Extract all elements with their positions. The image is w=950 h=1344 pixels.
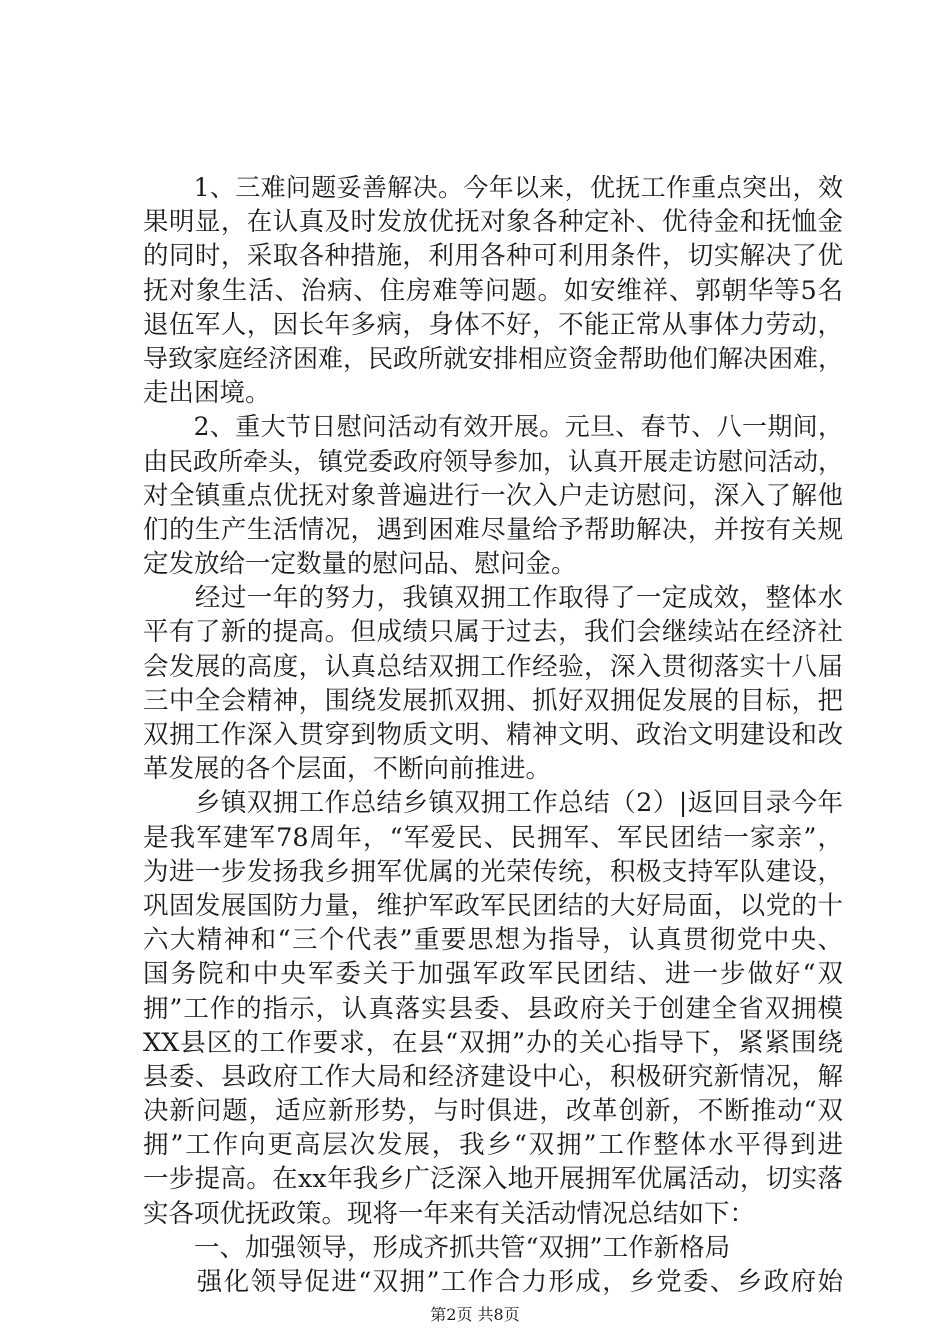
text-line: 定发放给一定数量的慰问品、慰问金。	[143, 549, 577, 580]
text-line: 对全镇重点优抚对象普遍进行一次入户走访慰问，深入了解他	[143, 480, 843, 511]
text-line: 实各项优抚政策。现将一年来有关活动情况总结如下：	[143, 1198, 756, 1229]
text-line: 果明显，在认真及时发放优抚对象各种定补、优待金和抚恤金	[143, 207, 843, 238]
text-line: 革发展的各个层面，不断向前推进。	[143, 754, 552, 785]
text-line: 们的生产生活情况，遇到困难尽量给予帮助解决，并按有关规	[143, 514, 843, 545]
text-line: 退伍军人，因长年多病，身体不好，不能正常从事体力劳动，	[143, 309, 843, 340]
text-line: 为进一步发扬我乡拥军优属的光荣传统，积极支持军队建设，	[143, 856, 843, 887]
text-line: 由民政所牵头，镇党委政府领导参加，认真开展走访慰问活动，	[143, 446, 844, 476]
text-line: 是我军建军78周年，“军爱民、民拥军、军民团结一家亲”，	[143, 822, 843, 853]
text-line: 导致家庭经济困难，民政所就安排相应资金帮助他们解决困难，	[143, 343, 844, 373]
section-heading: 一、加强领导，形成齐抓共管“双拥”工作新格局	[143, 1232, 731, 1263]
text-line: XX县区的工作要求，在县“双拥”办的关心指导下，紧紧围绕	[143, 1027, 843, 1058]
text-line: 县委、县政府工作大局和经济建设中心，积极研究新情况，解	[143, 1061, 843, 1092]
text-line: 拥”工作的指示，认真落实县委、县政府关于创建全省双拥模	[143, 993, 843, 1024]
text-line: 2、重大节日慰问活动有效开展。元旦、春节、八一期间，	[143, 412, 843, 442]
text-line: 双拥工作深入贯穿到物质文明、精神文明、政治文明建设和改	[143, 720, 843, 750]
text-line: 决新问题，适应新形势，与时俱进，改革创新，不断推动“双	[143, 1096, 843, 1127]
text-line: 乡镇双拥工作总结乡镇双拥工作总结（2）|返回目录今年	[143, 788, 843, 819]
text-line: 国务院和中央军委关于加强军政军民团结、进一步做好“双	[143, 959, 843, 990]
text-line: 一步提高。在xx年我乡广泛深入地开展拥军优属活动，切实落	[143, 1164, 843, 1195]
text-line: 强化领导促进“双拥”工作合力形成，乡党委、乡政府始	[143, 1267, 843, 1297]
text-line: 1、三难问题妥善解决。今年以来，优抚工作重点突出，效	[143, 173, 843, 202]
text-line: 经过一年的努力，我镇双拥工作取得了一定成效，整体水	[143, 583, 843, 614]
text-line: 拥”工作向更高层次发展，我乡“双拥”工作整体水平得到进	[143, 1130, 843, 1161]
page-footer	[0, 1302, 950, 1325]
text-line: 的同时，采取各种措施，利用各种可利用条件，切实解决了优	[143, 241, 843, 272]
text-line: 走出困境。	[143, 378, 271, 409]
document-body	[143, 171, 843, 1299]
text-line: 六大精神和“三个代表”重要思想为指导，认真贯彻党中央、	[143, 925, 843, 956]
text-line: 巩固发展国防力量，维护军政军民团结的大好局面，以党的十	[143, 890, 843, 921]
text-line: 平有了新的提高。但成绩只属于过去，我们会继续站在经济社	[143, 617, 843, 648]
text-line: 三中全会精神，围绕发展抓双拥、抓好双拥促发展的目标，把	[143, 685, 843, 716]
page-number: 第2页 共8页	[430, 1305, 520, 1324]
text-line: 会发展的高度，认真总结双拥工作经验，深入贯彻落实十八届	[143, 651, 843, 682]
text-line: 抚对象生活、治病、住房难等问题。如安维祥、郭朝华等5名	[143, 275, 843, 306]
